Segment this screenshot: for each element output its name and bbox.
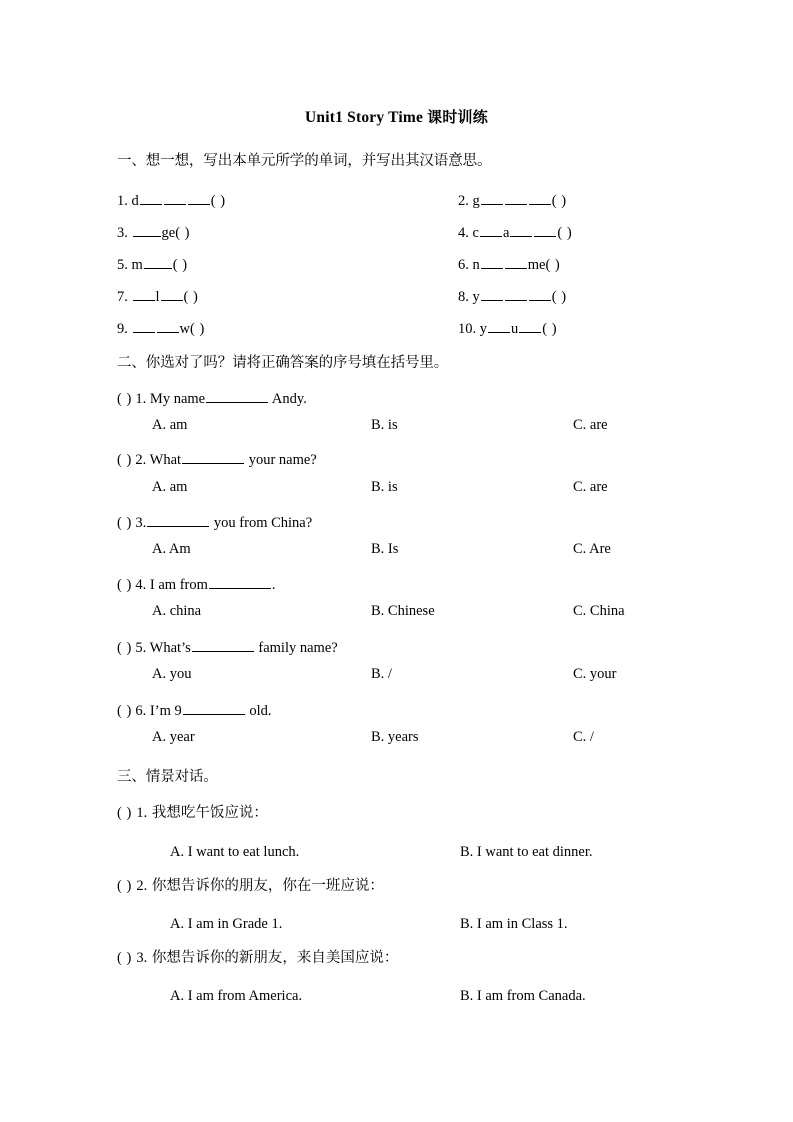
dialogue-question-3-prompt: 你想告诉你的新朋友，来自美国应说： xyxy=(151,950,399,966)
blank xyxy=(157,318,179,333)
mc-question-6 xyxy=(117,700,272,718)
blank xyxy=(147,512,209,527)
mc-option-2-a[interactable]: A. am xyxy=(152,479,188,495)
word-item-10-prefix: 10. y xyxy=(458,320,487,337)
word-item-7 xyxy=(117,286,198,304)
dialogue-question-3-number: 3. xyxy=(136,950,148,966)
mc-question-1-number: 1. xyxy=(135,390,147,407)
dialogue-option-2-a[interactable]: A. I am in Grade 1. xyxy=(170,916,283,932)
mc-option-5-c[interactable]: C. your xyxy=(573,666,617,682)
answer-bracket[interactable]: ( ) xyxy=(117,878,132,894)
page-title-chinese: 课时训练 xyxy=(427,108,488,126)
mc-option-6-c[interactable]: C. / xyxy=(573,729,594,745)
answer-bracket[interactable]: ( ) xyxy=(117,451,132,468)
word-item-10-mid: u xyxy=(511,320,519,337)
blank xyxy=(133,318,155,333)
section-3-heading: 三、情景对话。 xyxy=(117,769,218,785)
word-item-3 xyxy=(117,222,190,240)
mc-question-5-text-before: What’s xyxy=(149,639,191,656)
mc-option-1-c[interactable]: C. are xyxy=(573,417,608,433)
mc-option-2-c[interactable]: C. are xyxy=(573,479,608,495)
answer-bracket[interactable]: ( ) xyxy=(117,639,132,656)
blank xyxy=(164,190,186,205)
word-item-6-prefix: 6. n xyxy=(458,256,480,273)
blank xyxy=(133,222,161,237)
word-item-8 xyxy=(458,286,567,304)
answer-bracket[interactable]: ( ) xyxy=(117,576,132,593)
mc-question-3 xyxy=(117,512,312,530)
word-item-8-label: 8. y xyxy=(458,288,480,305)
mc-option-4-c[interactable]: C. China xyxy=(573,603,625,619)
blank xyxy=(519,318,541,333)
dialogue-question-1-prompt: 我想吃午饭应说： xyxy=(151,805,268,821)
word-item-3-suffix: ge xyxy=(161,224,176,241)
mc-option-1-b[interactable]: B. is xyxy=(371,417,398,433)
section-2-heading: 二、你选对了吗？请将正确答案的序号填在括号里。 xyxy=(117,355,449,371)
answer-bracket[interactable]: ( ) xyxy=(175,224,190,241)
section-1-heading: 一、想一想，写出本单元所学的单词，并写出其汉语意思。 xyxy=(117,153,492,169)
answer-bracket[interactable]: ( ) xyxy=(551,192,567,209)
mc-question-5 xyxy=(117,637,338,655)
blank xyxy=(183,700,245,715)
mc-option-5-a[interactable]: A. you xyxy=(152,666,192,682)
word-item-4 xyxy=(458,222,572,240)
word-item-3-label: 3. xyxy=(117,224,132,241)
blank xyxy=(161,286,183,301)
mc-question-3-number: 3. xyxy=(135,514,147,531)
mc-question-2-text-before: What xyxy=(149,451,182,468)
mc-question-5-number: 5. xyxy=(135,639,147,656)
mc-question-2-text-after: your name? xyxy=(248,451,317,468)
word-item-6 xyxy=(458,254,560,272)
word-item-7-prefix: 7. xyxy=(117,288,132,305)
answer-bracket[interactable]: ( ) xyxy=(117,805,132,821)
mc-option-2-b[interactable]: B. is xyxy=(371,479,398,495)
mc-question-6-number: 6. xyxy=(135,702,147,719)
blank xyxy=(505,254,527,269)
blank xyxy=(505,190,527,205)
answer-bracket[interactable]: ( ) xyxy=(117,514,132,531)
blank xyxy=(480,222,502,237)
word-item-7-mid: l xyxy=(155,288,160,305)
mc-option-6-a[interactable]: A. year xyxy=(152,729,195,745)
word-item-2 xyxy=(458,190,567,208)
answer-bracket[interactable]: ( ) xyxy=(542,320,558,337)
dialogue-question-3 xyxy=(117,951,398,966)
mc-option-1-a[interactable]: A. am xyxy=(152,417,188,433)
dialogue-option-3-b[interactable]: B. I am from Canada. xyxy=(460,988,586,1004)
word-item-9 xyxy=(117,318,205,336)
answer-bracket[interactable]: ( ) xyxy=(545,256,561,273)
mc-option-4-b[interactable]: B. Chinese xyxy=(371,603,435,619)
dialogue-question-2 xyxy=(117,879,384,894)
mc-question-6-text-after: old. xyxy=(249,702,272,719)
blank xyxy=(144,254,172,269)
mc-option-3-c[interactable]: C. Are xyxy=(573,541,611,557)
dialogue-option-2-b[interactable]: B. I am in Class 1. xyxy=(460,916,568,932)
word-item-1 xyxy=(117,190,226,208)
mc-question-4-text-before: I am from xyxy=(149,576,208,593)
word-item-9-prefix: 9. xyxy=(117,320,132,337)
word-item-5-label: 5. m xyxy=(117,256,143,273)
mc-question-4 xyxy=(117,574,276,592)
answer-bracket[interactable]: ( ) xyxy=(551,288,567,305)
answer-bracket[interactable]: ( ) xyxy=(117,390,132,407)
blank xyxy=(209,574,271,589)
mc-question-5-text-after: family name? xyxy=(258,639,338,656)
mc-question-1-text-before: My name xyxy=(149,390,206,407)
dialogue-option-1-a[interactable]: A. I want to eat lunch. xyxy=(170,844,300,860)
dialogue-question-2-number: 2. xyxy=(136,878,148,894)
word-item-4-mid: a xyxy=(502,224,510,241)
blank xyxy=(192,637,254,652)
mc-option-3-b[interactable]: B. Is xyxy=(371,541,399,557)
blank xyxy=(481,286,503,301)
blank xyxy=(510,222,532,237)
blank xyxy=(133,286,155,301)
mc-option-5-b[interactable]: B. / xyxy=(371,666,392,682)
word-item-2-label: 2. g xyxy=(458,192,480,209)
mc-question-1-text-after: Andy. xyxy=(271,390,307,407)
answer-bracket[interactable]: ( ) xyxy=(183,288,199,305)
answer-bracket[interactable]: ( ) xyxy=(117,702,132,719)
blank xyxy=(481,254,503,269)
dialogue-option-3-a[interactable]: A. I am from America. xyxy=(170,988,303,1004)
blank xyxy=(188,190,210,205)
mc-question-1 xyxy=(117,388,307,406)
blank xyxy=(206,388,268,403)
answer-bracket[interactable]: ( ) xyxy=(210,192,226,209)
mc-option-3-a[interactable]: A. Am xyxy=(152,541,191,557)
mc-option-6-b[interactable]: B. years xyxy=(371,729,419,745)
mc-question-6-text-before: I’m 9 xyxy=(149,702,182,719)
page-title xyxy=(0,106,793,127)
blank xyxy=(488,318,510,333)
dialogue-question-2-prompt: 你想告诉你的朋友，你在一班应说： xyxy=(151,878,384,894)
answer-bracket[interactable]: ( ) xyxy=(117,950,132,966)
word-item-1-label: 1. d xyxy=(117,192,139,209)
blank xyxy=(534,222,556,237)
word-item-9-suffix: w xyxy=(179,320,190,337)
mc-question-4-text-after: . xyxy=(271,576,276,593)
page-title-english: Unit1 Story Time xyxy=(305,109,428,126)
word-item-10 xyxy=(458,318,557,336)
word-item-5 xyxy=(117,254,188,272)
mc-option-4-a[interactable]: A. china xyxy=(152,603,202,619)
mc-question-3-text-after: you from China? xyxy=(213,514,313,531)
blank xyxy=(529,190,551,205)
word-item-6-suffix: me xyxy=(527,256,546,273)
dialogue-question-1-number: 1. xyxy=(136,805,148,821)
blank xyxy=(140,190,162,205)
blank xyxy=(481,190,503,205)
blank xyxy=(505,286,527,301)
word-item-4-prefix: 4. c xyxy=(458,224,479,241)
blank xyxy=(182,449,244,464)
answer-bracket[interactable]: ( ) xyxy=(189,320,205,337)
blank xyxy=(529,286,551,301)
answer-bracket[interactable]: ( ) xyxy=(557,224,573,241)
mc-question-2-number: 2. xyxy=(135,451,147,468)
dialogue-question-1 xyxy=(117,806,268,821)
dialogue-option-1-b[interactable]: B. I want to eat dinner. xyxy=(460,844,593,860)
mc-question-2 xyxy=(117,449,317,467)
mc-question-4-number: 4. xyxy=(135,576,147,593)
answer-bracket[interactable]: ( ) xyxy=(172,256,188,273)
